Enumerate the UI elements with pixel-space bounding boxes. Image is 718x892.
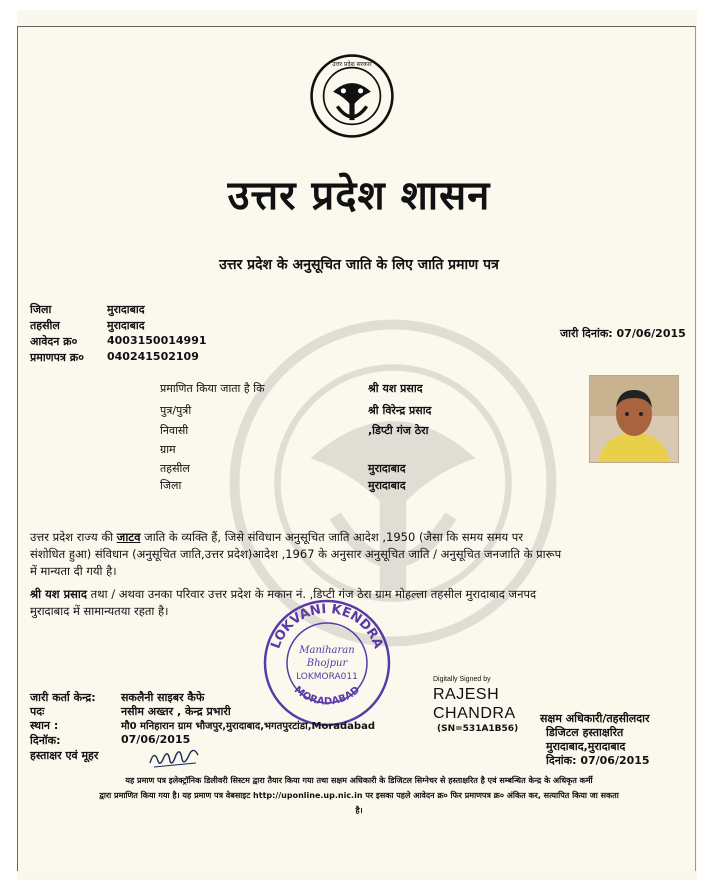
post-value: नसीम अख्तर , केन्द्र प्रभारी — [121, 705, 231, 718]
svg-text:LOKVANI KENDRA — [268, 602, 385, 651]
certify-tehsil-value: मुरादाबाद — [368, 462, 406, 475]
signer-name-line-2: CHANDRA — [433, 705, 516, 722]
statement-part-2: जाति के व्यक्ति हैं, जिसे संविधान अनुसूचित जाति आदेश ,1950 (जैसा कि समय समय पर — [140, 530, 524, 544]
issuer-date-label: दिनॉक: — [30, 734, 61, 747]
stamp-ring-bottom: MORADABAD — [291, 684, 363, 708]
certify-district-label: जिला — [160, 479, 182, 492]
lokvani-kendra-stamp — [262, 598, 392, 728]
statement-part-1: उत्तर प्रदेश राज्य की — [30, 530, 117, 544]
residence-line-2: मुरादाबाद में सामान्यतया रहता है। — [30, 604, 169, 618]
footer-line-2: द्वारा प्रमाणित किया गया है। यह प्रमाण पत्र वेबसाइट http://uponline.up.nic.in पर इसका पहले आवेदन क्र० फिर प्रमाणपत्र क्र० अंकित कर, सत्यापित किया जा सकता — [99, 791, 619, 800]
resident-value: ,डिप्टी गंज ठेरा — [368, 424, 429, 437]
relation-value: श्री विरेन्द्र प्रसाद — [368, 404, 432, 417]
signer-name-line-1: RAJESH — [433, 686, 500, 703]
certify-tehsil-label: तहसील — [160, 462, 190, 475]
resident-label: निवासी — [160, 424, 189, 437]
holder-name-value: श्री यश प्रसाद — [368, 382, 423, 395]
tehsil-label: तहसील — [30, 319, 60, 332]
footer-line-3: है। — [355, 806, 363, 815]
district-value: मुरादाबाद — [107, 303, 145, 316]
residence-line-1: तथा / अथवा उनका परिवार उत्तर प्रदेश के मकान नं. ,डिप्टी गंज ठेरा ग्राम मोहल्ला तहसील मुरादाबाद जनपद — [87, 587, 537, 601]
certify-district-value: मुरादाबाद — [368, 479, 406, 492]
issue-date: जारी दिनांक: 07/06/2015 — [560, 327, 686, 340]
application-number-label: आवेदन क्र० — [30, 335, 78, 348]
officer-designation: सक्षम अधिकारी/तहसीलदार — [540, 712, 650, 725]
footer-line-1: यह प्रमाण पत्र इलेक्ट्रॉनिक डिलीवरी सिस्टम द्वारा तैयार किया गया तथा सक्षम अधिकारी के डिजिटल सिग्नेचर से हस्ताक्षरित है एवं सम्बन्धित केन्द्र के अधिकृत कर्मी — [125, 776, 593, 785]
signature-label: हस्ताक्षर एवं मूहर — [30, 749, 99, 762]
place-value: मौ0 मनिहारान ग्राम भौजपुर,मुरादाबाद,भगतपुरटांडा,Moradabad — [121, 721, 375, 732]
stamp-line-3: LOKMORA011 — [296, 672, 358, 682]
issuer-date-value: 07/06/2015 — [121, 733, 191, 746]
certificate-number-value: 040241502109 — [107, 350, 199, 363]
caste-name: जाटव — [116, 530, 141, 544]
svg-text:MORADABAD — [292, 685, 362, 708]
statement-line-3: में मान्यता दी गयी है। — [30, 564, 117, 578]
digitally-signed-label: Digitally Signed by — [433, 676, 491, 683]
page-title: उत्तर प्रदेश शासन — [227, 173, 491, 219]
tehsil-value: मुरादाबाद — [107, 319, 145, 332]
stamp-ring-top: LOKVANI KENDRA — [268, 601, 386, 651]
officer-date: दिनांक: 07/06/2015 — [546, 754, 650, 767]
stamp-line-2: Bhojpur — [306, 658, 348, 669]
signer-serial: (SN=531A1B56) — [437, 724, 519, 734]
officer-digital-signed: डिजिटल हस्ताक्षरित — [546, 726, 624, 739]
certificate-number-label: प्रमाणपत्र क्र० — [30, 351, 84, 364]
district-label: जिला — [30, 303, 52, 316]
verification-footer — [29, 773, 689, 818]
relation-label: पुत्र/पुत्री — [160, 404, 192, 417]
holder-name-inline: श्री यश प्रसाद — [30, 587, 88, 601]
place-label: स्थान : — [30, 719, 59, 732]
post-label: पदः — [30, 705, 45, 718]
certificate-subtitle: उत्तर प्रदेश के अनुसूचित जाति के लिए जाति प्रमाण पत्र — [219, 257, 499, 273]
emblem-ring-text: उत्तर प्रदेश सरकार — [332, 61, 372, 68]
caste-statement — [30, 529, 670, 580]
village-label: ग्राम — [160, 443, 176, 456]
stamp-line-1: Maniharan — [299, 645, 355, 656]
issuing-center-label: जारी कर्ता केन्द्र: — [30, 691, 96, 704]
applicant-photo — [589, 375, 679, 463]
statement-line-2: संशोधित हुआ) संविधान (अनुसूचित जाति,उत्तर प्रदेश)आदेश ,1967 के अनुसार अनुसूचित जाति / अनुसूचित जनजाति के प्रारूप — [30, 547, 562, 561]
handwritten-signature — [148, 745, 200, 771]
officer-location: मुरादाबाद,मुरादाबाद — [546, 740, 626, 753]
application-number-value: 4003150014991 — [107, 334, 207, 347]
issuing-center-value: सकलैनी साइबर कैफे — [121, 691, 205, 704]
certify-intro-label: प्रमाणित किया जाता है कि — [160, 382, 265, 395]
